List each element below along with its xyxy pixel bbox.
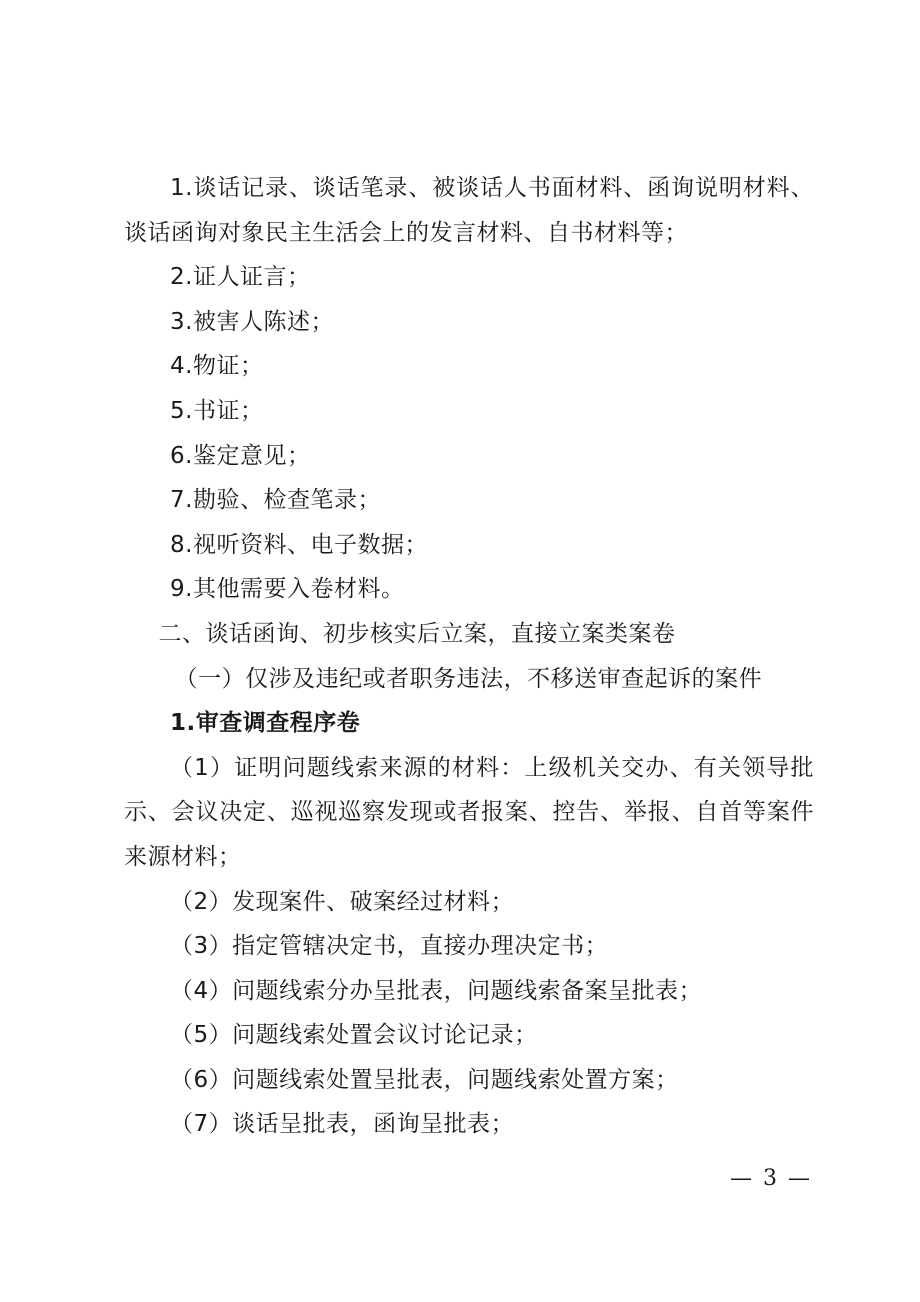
paragraph-numbered-1: （1）证明问题线索来源的材料：上级机关交办、有关领导批示、会议决定、巡视巡察发现或者报案、控告、举报、自首等案件来源材料； — [124, 754, 814, 870]
paragraph-item-6: 6.鉴定意见； — [170, 442, 311, 469]
paragraph-item-2: 2.证人证言； — [170, 264, 311, 291]
paragraph-numbered-5: （5）问题线索处置会议讨论记录； — [170, 1022, 538, 1049]
paragraph-item-1: 1.谈话记录、谈话笔录、被谈话人书面材料、函询说明材料、谈话函询对象民主生活会上的发言材料、自书材料等； — [124, 175, 814, 246]
paragraph-item-7: 7.勘验、检查笔录； — [170, 487, 381, 514]
subheading-procedure-volume: 1.审查调查程序卷 — [170, 710, 361, 737]
paragraph-numbered-3: （3）指定管辖决定书，直接办理决定书； — [170, 933, 609, 960]
paragraph-numbered-7: （7）谈话呈批表，函询呈批表； — [170, 1111, 515, 1138]
paragraph-numbered-4: （4）问题线索分办呈批表，问题线索备案呈批表； — [170, 977, 703, 1004]
page-number: — 3 — — [730, 1166, 812, 1191]
paragraph-item-4: 4.物证； — [170, 353, 264, 380]
document-body — [124, 166, 814, 1147]
subsection-heading-1: （一）仅涉及违纪或者职务违法，不移送审查起诉的案件 — [174, 665, 763, 692]
paragraph-item-8: 8.视听资料、电子数据； — [170, 531, 428, 558]
paragraph-item-9: 9.其他需要入卷材料。 — [170, 576, 405, 603]
section-heading-2: 二、谈话函询、初步核实后立案，直接立案类案卷 — [158, 620, 676, 647]
paragraph-item-3: 3.被害人陈述； — [170, 308, 334, 335]
paragraph-numbered-6: （6）问题线索处置呈批表，问题线索处置方案； — [170, 1066, 679, 1093]
paragraph-numbered-2: （2）发现案件、破案经过材料； — [170, 888, 515, 915]
paragraph-item-5: 5.书证； — [170, 397, 264, 424]
